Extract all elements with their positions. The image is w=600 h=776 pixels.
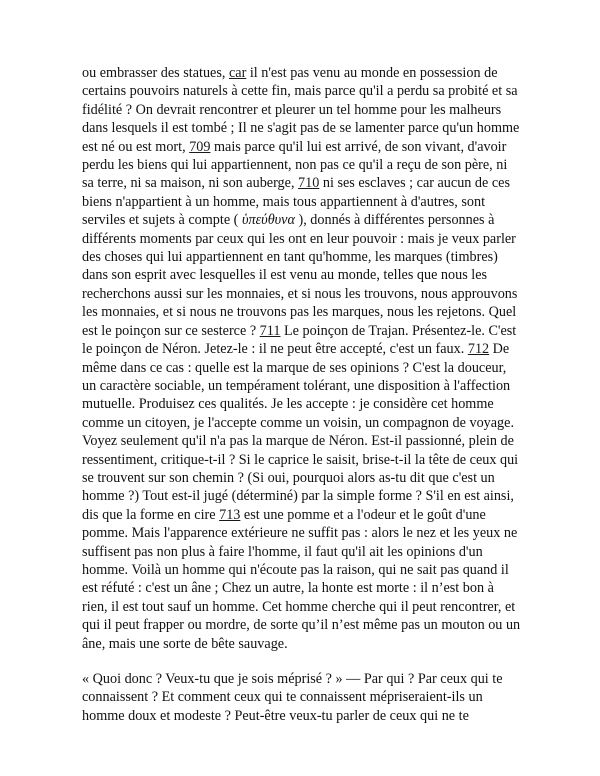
footnote-link-710[interactable]: 710: [298, 175, 320, 192]
paragraph-text: est une pomme et a l'odeur et le goût d'une pomme. Mais l'apparence extérieure ne suffit pas : alors le nez et les yeux ne suffisent pas non plus à faire l'homme, il faut qu'il ait les opinions d'un homme. Voilà un homme qui n'écoute pas la raison, qui ne sait pas quand il est réfuté : c'est un âne ; Chez un autre, la honte est morte : il n’est bon à rien, il est tout sauf un homme. Cet homme cherche qui il peut rencontrer, et qui il peut frapper ou mordre, de sorte qu’il n’est même pas un mouton ou un âne, mais une sorte de bête sauvage.: [82, 506, 521, 652]
footnote-link-711[interactable]: 711: [259, 322, 281, 339]
body-paragraph: [82, 670, 522, 725]
footnote-link-709[interactable]: 709: [189, 138, 211, 155]
paragraph-text: ou embrasser des statues,: [82, 65, 229, 81]
document-page: [82, 64, 522, 725]
paragraph-text: Le poinçon de Trajan. Présentez-le. C'est le poinçon de Néron. Jetez-le : il ne peut être accepté, c'est un faux.: [82, 322, 517, 358]
paragraph-text: « Quoi donc ? Veux-tu que je sois méprisé ? » — Par qui ? Par ceux qui te connaissent ? Et comment ceux qui te connaissent mépriseraient-ils un homme doux et modeste ? Peut-être veux-tu parler de ceux qui ne te: [82, 671, 503, 724]
body-paragraph: [82, 64, 522, 653]
footnote-link-712[interactable]: 712: [467, 341, 490, 358]
paragraph-text: mais parce qu'il lui est arrivé, de son vivant, d'avoir perdu les biens qui lui appartiennent, non pas ce qu'il a reçu de son père, ni sa terre, ni sa maison, ni son auberge,: [82, 138, 508, 192]
greek-term: ὑπεύθυνα: [241, 212, 295, 229]
paragraph-text: ni ses esclaves ; car aucun de ces biens n'appartient à un homme, mais tous appartiennent à d'autres, sont serviles et sujets à compte (: [82, 175, 510, 229]
link-car[interactable]: car: [228, 65, 247, 81]
paragraph-text: De même dans ce cas : quelle est la marque de ses opinions ? C'est la douceur, un caractère sociable, un tempérament tolérant, une disposition à l'affection mutuelle. Produisez ces qualités. Je les accepte : je considère cet homme comme un citoyen, je l'accepte comme un voisin, un compagnon de voyage. Voyez seulement qu'il n'a pas la marque de Néron. Est-il passionné, plein de ressentiment, critique-t-il ? Si le caprice le saisit, brise-t-il la tête de ceux qui se trouvent sur son chemin ? (Si oui, pourquoi alors as-tu dit que c'est un homme ?) Tout est-il jugé (déterminé) par la simple forme ? S'il en est ainsi, dis que la forme en cire: [82, 341, 519, 523]
footnote-link-713[interactable]: 713: [219, 506, 241, 523]
paragraph-text: il n'est pas venu au monde en possession de certains pouvoirs naturels à cette fin, mais parce qu'il a perdu sa probité et sa fidélité ? On devrait rencontrer et pleurer un tel homme pour les malheurs dans lesquels il est tombé ; Il ne s'agit pas de se lamenter parce qu'un homme est né ou est mort,: [82, 65, 520, 155]
paragraph-text: ), donnés à différentes personnes à différents moments par ceux qui les ont en leur pouvoir : mais je veux parler des choses qui lui appartiennent en tant qu'homme, les marques (timbres) dans son esprit avec lesquelles il est venu au monde, telles que nous les recherchons aussi sur les monnaies, et si nous les trouvons, nous approuvons les monnaies, et si nous ne trouvons pas les marques, nous les rejetons. Quel est le poinçon sur ce sesterce ?: [82, 212, 518, 339]
